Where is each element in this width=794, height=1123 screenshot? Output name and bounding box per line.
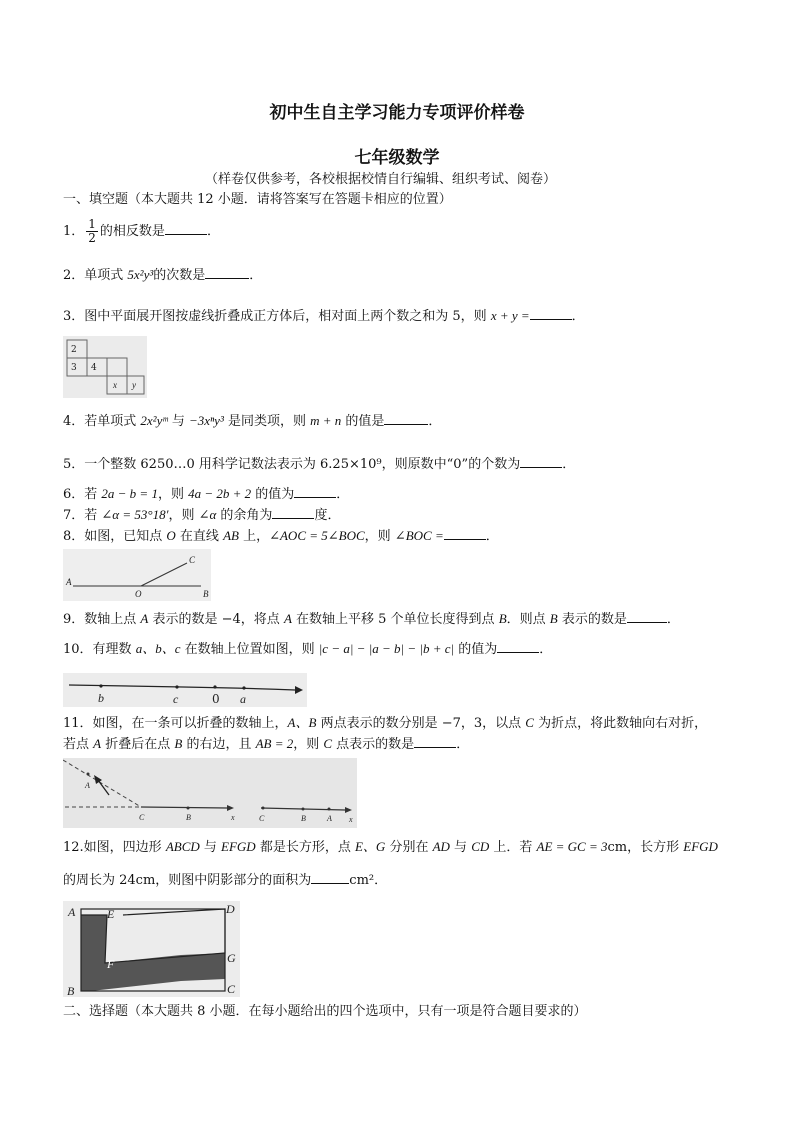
- question-4: 4．若单项式 2x²yᵐ 与 −3xⁿy³ 是同类项，则 m + n 的值是 ．: [63, 413, 442, 429]
- question-8: 8．如图，已知点 O 在直线 AB 上，∠AOC = 5∠BOC，则 ∠BOC = ．: [63, 528, 499, 544]
- svg-text:4: 4: [91, 363, 97, 373]
- answer-blank: [272, 506, 314, 519]
- svg-text:F: F: [107, 957, 115, 971]
- question-10: 10．有理数 a、b、c 在数轴上位置如图，则 |c − a| − |a − b| − |b + c| 的值为 ．: [63, 641, 553, 657]
- question-3: 3．图中平面展开图按虚线折叠成正方体后，相对面上两个数之和为 5，则 x + y = ．: [63, 308, 585, 324]
- svg-text:B: B: [67, 984, 75, 997]
- question-11-line-1: 11．如图，在一条可以折叠的数轴上，A、B 两点表示的数分别是 −7，3，以点 C 为折点，将此数轴向右对折，: [63, 715, 708, 731]
- rectangle-shaded-figure: [63, 901, 240, 997]
- svg-text:0: 0: [212, 692, 220, 706]
- answer-blank: [414, 735, 456, 748]
- svg-text:2: 2: [71, 345, 77, 355]
- svg-text:B: B: [186, 813, 191, 822]
- section-fill-blank: 一、填空题（本大题共 12 小题．请将答案写在答题卡相应的位置）: [63, 192, 452, 207]
- svg-text:E: E: [107, 907, 115, 921]
- exam-note: （样卷仅供参考，各校根据校情自行编辑、组织考试、阅卷）: [205, 172, 557, 187]
- page-subtitle: 七年级数学: [354, 148, 440, 168]
- answer-blank: [627, 610, 667, 623]
- svg-text:C: C: [259, 814, 265, 823]
- question-2: 2．单项式 5x²y³的次数是 ．: [63, 267, 263, 283]
- question-7: 7．若 ∠α = 53°18′，则 ∠α 的余角为 度．: [63, 507, 341, 523]
- answer-blank: [294, 485, 336, 498]
- question-12-line-2: 的周长为 24cm，则图中阴影部分的面积为 cm²．: [63, 873, 388, 888]
- svg-text:B: B: [301, 814, 306, 823]
- fraction-one-half: $\frac{1}{2}$: [88, 217, 96, 245]
- question-5: 5．一个整数 6250…0 用科学记数法表示为 6.25×10⁹，则原数中“0”的个数为 ．: [63, 457, 576, 472]
- answer-blank: [444, 527, 486, 540]
- svg-text:A: A: [66, 577, 72, 587]
- svg-text:y: y: [132, 380, 136, 390]
- answer-blank: [520, 455, 562, 468]
- answer-blank: [497, 640, 539, 653]
- answer-blank: [530, 307, 572, 320]
- number-line-figure: [63, 673, 307, 707]
- section-multiple-choice: 二、选择题（本大题共 8 小题．在每小题给出的四个选项中，只有一项是符合题目要求的）: [63, 1004, 587, 1019]
- answer-blank: [205, 266, 249, 279]
- svg-text:C: C: [227, 982, 236, 996]
- answer-blank: [165, 222, 207, 235]
- question-11-line-2: 若点 A 折叠后在点 B 的右边，且 AB = 2，则 C 点表示的数是 ．: [63, 736, 470, 752]
- answer-blank: [311, 871, 349, 884]
- svg-text:b: b: [98, 691, 104, 705]
- folded-number-line-figure: [63, 758, 357, 828]
- svg-text:C: C: [139, 813, 145, 822]
- svg-text:B: B: [203, 589, 209, 599]
- svg-text:D: D: [226, 902, 235, 916]
- question-12-line-1: 12.如图，四边形 ABCD 与 EFGD 都是长方形，点 E、G 分别在 AD 与 CD 上．若 AE = GC = 3cm，长方形 EFGD: [63, 839, 718, 855]
- page-title: 初中生自主学习能力专项评价样卷: [269, 103, 525, 123]
- answer-blank: [384, 412, 428, 425]
- svg-text:A: A: [327, 814, 332, 823]
- svg-text:A: A: [85, 781, 90, 790]
- svg-text:x: x: [113, 380, 117, 390]
- question-6: 6．若 2a − b = 1，则 4a − 2b + 2 的值为 ．: [63, 486, 350, 502]
- question-9: 9．数轴上点 A 表示的数是 −4，将点 A 在数轴上平移 5 个单位长度得到点 B．则点 B 表示的数是 ．: [63, 611, 680, 627]
- svg-text:x: x: [349, 815, 353, 824]
- svg-text:c: c: [173, 692, 179, 706]
- angle-figure: [63, 549, 211, 601]
- svg-text:3: 3: [71, 363, 77, 373]
- question-1: 1． $\frac{1}{2}$ 的相反数是 ．: [63, 217, 220, 245]
- svg-text:O: O: [135, 589, 142, 599]
- svg-text:x: x: [231, 813, 235, 822]
- svg-text:A: A: [68, 905, 76, 919]
- cube-net-figure: [63, 336, 147, 398]
- svg-text:a: a: [240, 692, 246, 706]
- svg-text:C: C: [189, 555, 196, 565]
- svg-text:G: G: [227, 951, 236, 965]
